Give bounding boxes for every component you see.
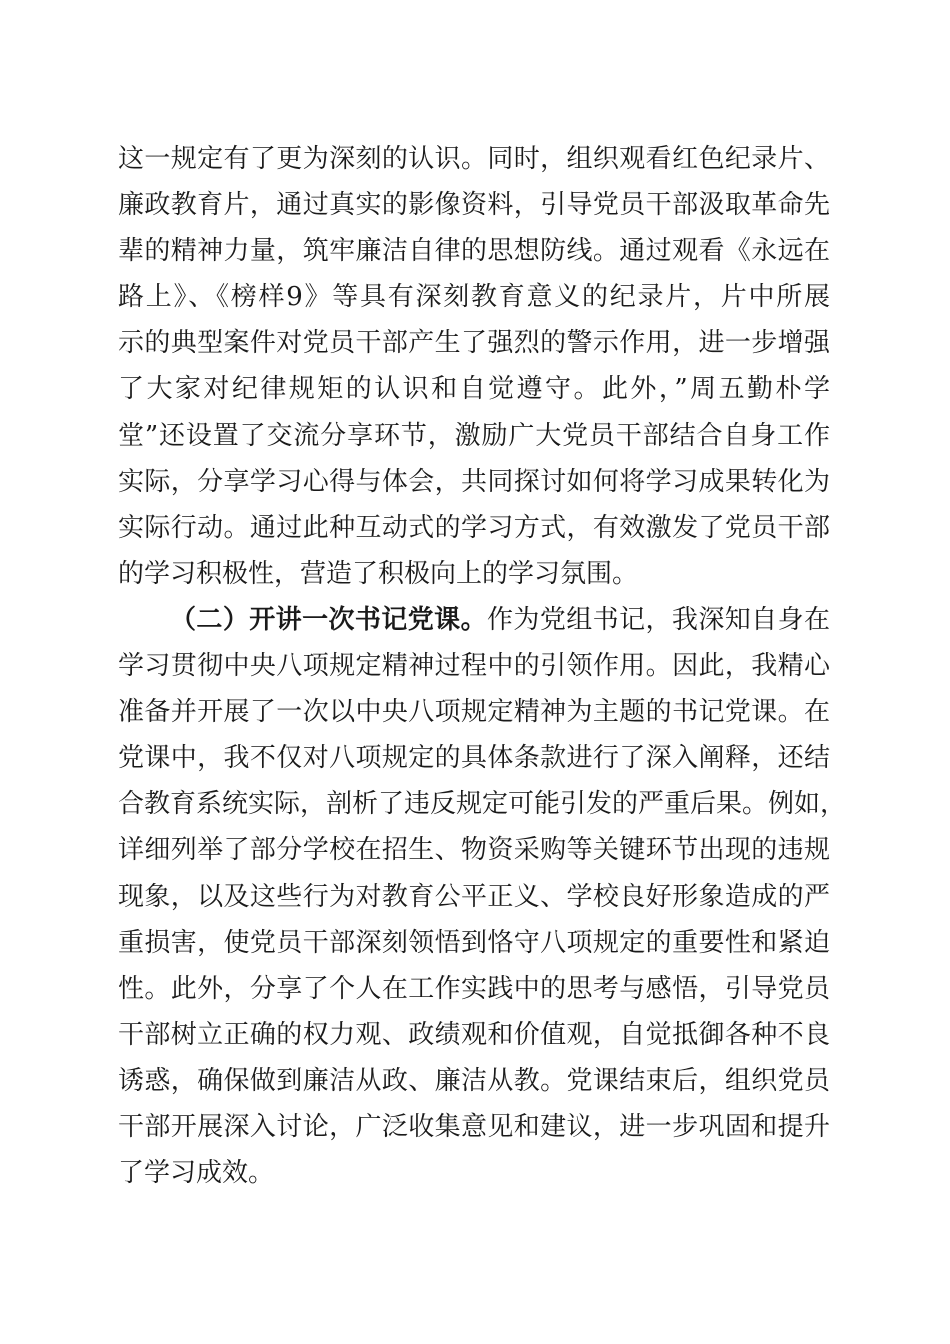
text-line: 实际行动。通过此种互动式的学习方式，有效激发了党员干部	[118, 512, 830, 543]
text-line: 示的典型案件对党员干部产生了强烈的警示作用，进一步增强	[118, 328, 830, 359]
text-line: 性。此外，分享了个人在工作实践中的思考与感悟，引导党员	[118, 973, 830, 1004]
text-line: 这一规定有了更为深刻的认识。同时，组织观看红色纪录片、	[118, 144, 830, 174]
text-line: 的学习积极性，营造了积极向上的学习氛围。	[118, 558, 639, 589]
text-line: 准备并开展了一次以中央八项规定精神为主题的书记党课。在	[118, 697, 830, 728]
text-span: 作为党组书记，我深知自身在	[487, 604, 830, 635]
text-line: 了学习成效。	[118, 1158, 275, 1189]
text-line: 堂”还设置了交流分享环节，激励广大党员干部结合自身工作	[118, 420, 830, 451]
text-line: 干部开展深入讨论，广泛收集意见和建议，进一步巩固和提升	[118, 1111, 830, 1142]
text-line: 学习贯彻中央八项规定精神过程中的引领作用。因此，我精心	[118, 651, 830, 682]
paragraph-2	[118, 597, 847, 1196]
paragraph-1	[118, 136, 830, 597]
text-line: 实际，分享学习心得与体会，共同探讨如何将学习成果转化为	[118, 466, 830, 497]
text-line: 干部树立正确的权力观、政绩观和价值观，自觉抵御各种不良	[118, 1019, 830, 1050]
text-line: 党课中，我不仅对八项规定的具体条款进行了深入阐释，还结	[118, 743, 830, 774]
text-line: 了大家对纪律规矩的认识和自觉遵守。此外，”周五勤朴学	[118, 374, 830, 405]
text-line: 重损害，使党员干部深刻领悟到恪守八项规定的重要性和紧迫	[118, 927, 830, 958]
text-line: 详细列举了部分学校在招生、物资采购等关键环节出现的违规	[118, 835, 830, 866]
section-heading: （二）开讲一次书记党课。	[170, 604, 487, 635]
text-line: 辈的精神力量，筑牢廉洁自律的思想防线。通过观看《永远在	[118, 236, 830, 267]
text-line: 廉政教育片，通过真实的影像资料，引导党员干部汲取革命先	[118, 190, 830, 221]
text-line-first	[118, 597, 830, 643]
document-body	[118, 136, 847, 1196]
text-line: 诱惑，确保做到廉洁从政、廉洁从教。党课结束后，组织党员	[118, 1065, 830, 1096]
text-line: 路上》、《榜样9》等具有深刻教育意义的纪录片，片中所展	[118, 282, 830, 313]
text-line: 现象，以及这些行为对教育公平正义、学校良好形象造成的严	[118, 881, 830, 912]
text-line: 合教育系统实际，剖析了违反规定可能引发的严重后果。例如，	[118, 789, 847, 820]
